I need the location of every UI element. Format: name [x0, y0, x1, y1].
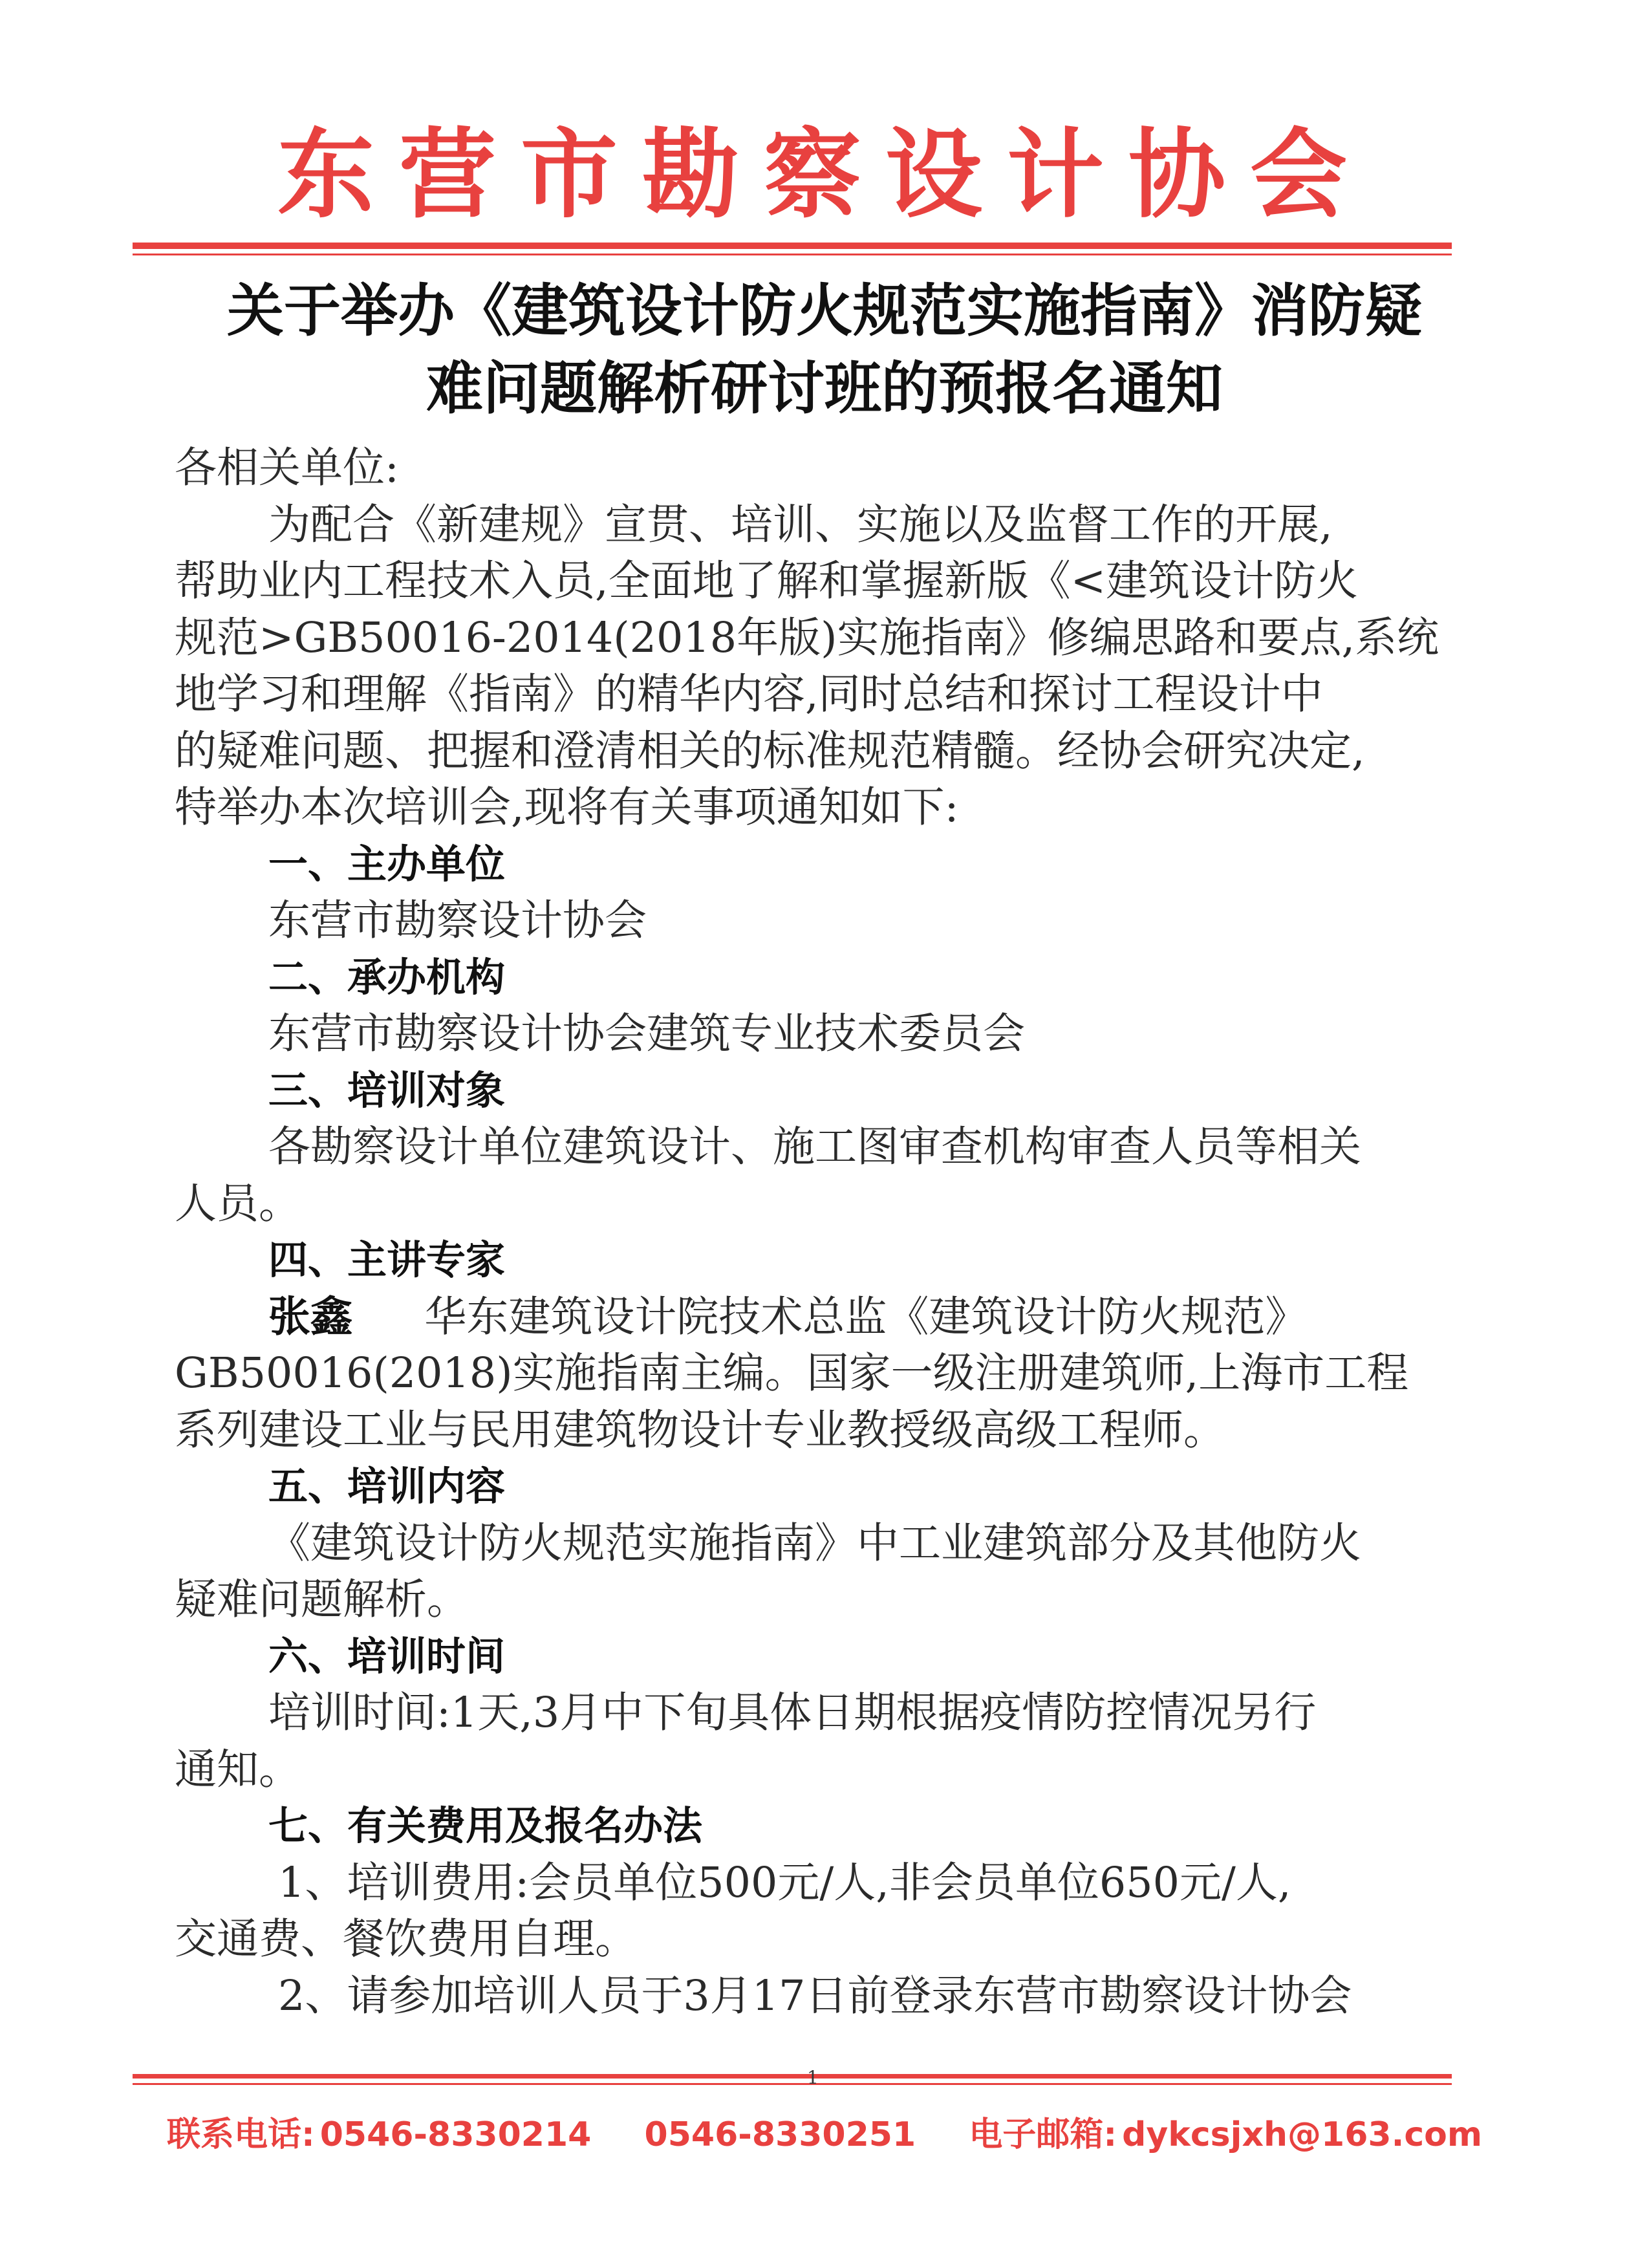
header-rule: [133, 243, 1452, 255]
intro-line: 帮助业内工程技术入员,全面地了解和掌握新版《<建筑设计防火: [175, 557, 1359, 605]
expert-line: 系列建设工业与民用建筑物设计专业教授级高级工程师。: [175, 1405, 1226, 1454]
organizer-content: 东营市勘察设计协会: [268, 896, 647, 945]
intro-line: 规范>GB50016-2014(2018年版)实施指南》修编思路和要点,系统: [175, 613, 1439, 662]
page-number: 1: [807, 2067, 819, 2088]
training-content: 《建筑设计防火规范实施指南》中工业建筑部分及其他防火: [268, 1518, 1362, 1568]
section-heading-time: 六、培训时间: [268, 1633, 506, 1679]
organization-letterhead: 东营市勘察设计协会: [277, 118, 1372, 232]
section-heading-content: 五、培训内容: [268, 1463, 506, 1509]
expert-line: [175, 1289, 1442, 1346]
salutation: 各相关单位:: [175, 444, 399, 492]
footer-rule-thick: [133, 2074, 1452, 2079]
expert-title: 华东建筑设计院技术总监《建筑设计防火规范》: [424, 1292, 1308, 1341]
header-rule-thick: [133, 243, 1452, 249]
registration-item: 2、请参加培训人员于3月17日前登录东营市勘察设计协会: [278, 1971, 1352, 2020]
section-heading-organizer: 一、主办单位: [268, 841, 506, 887]
title-line-2: 难问题解析研讨班的预报名通知: [426, 354, 1223, 422]
notice-body: [175, 440, 1442, 2024]
fees-item: 1、培训费用:会员单位500元/人,非会员单位650元/人,: [278, 1858, 1291, 1907]
fees-item: 交通费、餐饮费用自理。: [175, 1915, 638, 1963]
email-label: 电子邮箱:: [969, 2115, 1117, 2154]
footer-contact: [0, 2107, 1649, 2155]
email-address: dykcsjxh@163.com: [1122, 2115, 1483, 2154]
section-heading-audience: 三、培训对象: [268, 1067, 506, 1114]
training-content: 疑难问题解析。: [175, 1575, 469, 1624]
training-time: 培训时间:1天,3月中下旬具体日期根据疫情防控情况另行: [268, 1689, 1317, 1737]
section-heading-expert: 四、主讲专家: [268, 1237, 506, 1283]
section-heading-host: 二、承办机构: [268, 954, 506, 1000]
training-time: 通知。: [175, 1745, 301, 1794]
phone-label: 联系电话:: [166, 2115, 315, 2154]
phone-number: 0546-8330214: [319, 2115, 592, 2154]
intro-line: 地学习和理解《指南》的精华内容,同时总结和探讨工程设计中: [175, 670, 1323, 718]
host-content: 东营市勘察设计协会建筑专业技术委员会: [268, 1010, 1026, 1058]
title-line-1: 关于举办《建筑设计防火规范实施指南》消防疑: [226, 277, 1422, 344]
audience-content: 人员。: [175, 1179, 301, 1228]
header-rule-thin: [133, 254, 1452, 255]
intro-line: 为配合《新建规》宣贯、培训、实施以及监督工作的开展,: [268, 500, 1333, 549]
audience-content: 各勘察设计单位建筑设计、施工图审查机构审查人员等相关: [268, 1123, 1362, 1171]
footer-rule-thin: [133, 2083, 1452, 2085]
intro-line: 特举办本次培训会,现将有关事项通知如下:: [175, 783, 959, 832]
phone-number: 0546-8330251: [644, 2115, 916, 2154]
section-heading-fees: 七、有关费用及报名办法: [268, 1803, 703, 1849]
expert-name: 张鑫: [268, 1292, 353, 1341]
footer-rule: [133, 2074, 1452, 2085]
notice-title: [129, 272, 1520, 427]
intro-line: 的疑难问题、把握和澄清相关的标准规范精髓。经协会研究决定,: [175, 726, 1365, 775]
expert-line: GB50016(2018)实施指南主编。国家一级注册建筑师,上海市工程: [175, 1349, 1409, 1398]
